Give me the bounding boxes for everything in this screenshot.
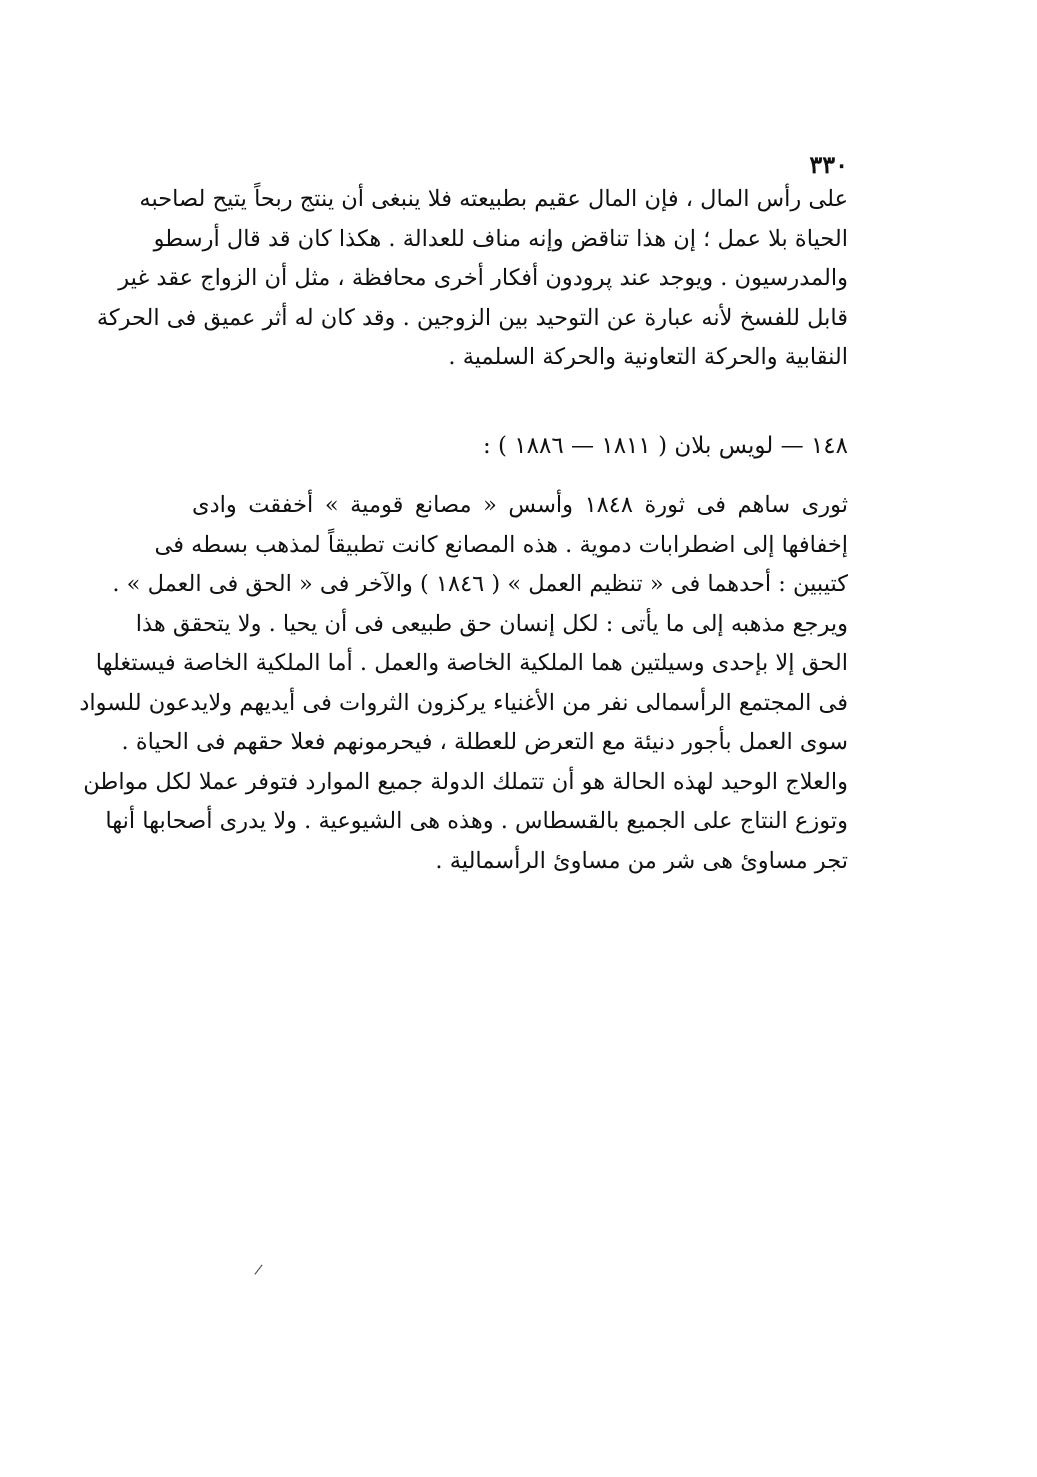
text-line: كتيبين : أحدهما فى « تنظيم العمل » ( ١٨٤٦ ) والآخر فى « الحق فى العمل » . xyxy=(112,571,848,597)
text-line: النقابية والحركة التعاونية والحركة السلمية . xyxy=(448,344,848,370)
text-line: سوى العمل بأجور دنيئة مع التعرض للعطلة ، فيحرمونهم فعلا حقهم فى الحياة . xyxy=(121,729,848,755)
text-line: وتوزع النتاج على الجميع بالقسطاس . وهذه هى الشيوعية . ولا يدرى أصحابها أنها xyxy=(105,808,848,834)
paragraph-proudhon-continued xyxy=(96,180,848,378)
text-line: والمدرسيون . ويوجد عند پرودون أفكار أخرى محافظة ، مثل أن الزواج عقد غير xyxy=(118,265,848,291)
paragraph-louis-blanc xyxy=(79,486,848,881)
text-line: والعلاج الوحيد لهذه الحالة هو أن تتملك الدولة جميع الموارد فتوفر عملا لكل مواطن xyxy=(83,768,848,795)
text-line: إخفافها إلى اضطرابات دموية . هذه المصانع كانت تطبيقاً لمذهب بسطه فى xyxy=(154,531,848,558)
page-number: ٣٣٠ xyxy=(809,150,848,179)
text-line: على رأس المال ، فإن المال عقيم بطبيعته فلا ينبغى أن ينتج ربحاً يتيح لصاحبه xyxy=(139,186,848,212)
section-heading-louis-blanc: ١٤٨ — لويس بلان ( ١٨١١ — ١٨٨٦ ) : xyxy=(482,433,848,459)
text-line: فى المجتمع الرأسمالى نفر من الأغنياء يركزون الثروات فى أيديهم ولايدعون للسواد xyxy=(79,689,848,716)
text-line: تجر مساوئ هى شر من مساوئ الرأسمالية . xyxy=(435,847,848,874)
text-line: الحق إلا بإحدى وسيلتين هما الملكية الخاصة والعمل . أما الملكية الخاصة فيستغلها xyxy=(95,650,848,676)
text-line: ثورى ساهم فى ثورة ١٨٤٨ وأسس « مصانع قومية » أخفقت وادى xyxy=(192,492,848,518)
scan-mark: / xyxy=(253,1261,264,1279)
text-line: قابل للفسخ لأنه عبارة عن التوحيد بين الزوجين . وقد كان له أثر عميق فى الحركة xyxy=(96,304,848,331)
text-line: الحياة بلا عمل ؛ إن هذا تناقض وإنه مناف للعدالة . هكذا كان قد قال أرسطو xyxy=(153,225,848,252)
text-line: ويرجع مذهبه إلى ما يأتى : لكل إنسان حق طبيعى فى أن يحيا . ولا يتحقق هذا xyxy=(135,610,848,637)
